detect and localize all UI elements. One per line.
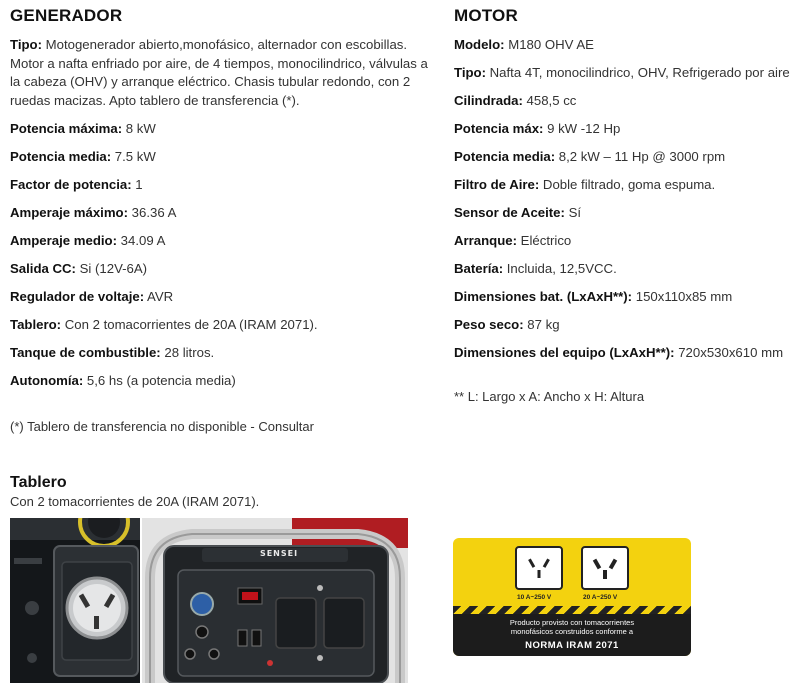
generador-tipo-value: Motogenerador abierto,monofásico, alternador con escobillas. Motor a nafta enfriado por aire, de 4 tiempos, monocilindrico, válvulas a la cabeza (OHV) y arranque eléctrico. Chasis tubular redondo, con 2 ruedas macizas. Apto tablero de transferencia (*).	[10, 37, 428, 108]
spec-value: 8,2 kW – 11 Hp @ 3000 rpm	[555, 149, 726, 164]
spec-label: Arranque:	[454, 233, 518, 248]
control-panel-photo	[142, 518, 408, 683]
spec-factor-potencia	[10, 176, 430, 194]
socket-20a-icon	[581, 546, 629, 590]
spec-peso-seco	[454, 316, 794, 334]
tablero-title: Tablero	[10, 474, 67, 491]
socket-closeup-photo	[10, 518, 140, 683]
spec-modelo	[454, 36, 794, 54]
spec-label: Filtro de Aire:	[454, 177, 540, 192]
spec-label: Potencia máxima:	[10, 121, 123, 136]
spec-label: Potencia media:	[454, 149, 556, 164]
spec-salida-cc	[10, 260, 430, 278]
spec-label: Dimensiones del equipo (LxAxH**):	[454, 345, 675, 360]
socket-closeup-illustration	[10, 518, 140, 683]
spec-value: Doble filtrado, goma espuma.	[539, 177, 716, 192]
spec-value: 5,6 hs (a potencia media)	[83, 373, 236, 388]
spec-dimensiones-bat	[454, 288, 794, 306]
socket-20a-label: 20 A~250 V	[583, 594, 618, 601]
control-panel-illustration	[142, 518, 408, 683]
spec-value: 458,5 cc	[522, 93, 577, 108]
spec-potencia-maxima	[10, 120, 430, 138]
spec-label: Cilindrada:	[454, 93, 523, 108]
spec-label: Amperaje medio:	[10, 233, 117, 248]
motor-note: ** L: Largo x A: Ancho x H: Altura	[454, 389, 645, 404]
spec-tablero	[10, 316, 430, 334]
spec-label: Amperaje máximo:	[10, 205, 128, 220]
spec-value: 9 kW -12 Hp	[543, 121, 621, 136]
spec-label: Potencia media:	[10, 149, 112, 164]
spec-dimensiones-equipo	[454, 344, 794, 362]
generador-note: (*) Tablero de transferencia no disponible - Consultar	[10, 419, 314, 434]
spec-tanque-combustible	[10, 344, 430, 362]
panel-brand-label: SENSEI	[259, 549, 299, 558]
spec-label: Dimensiones bat. (LxAxH**):	[454, 289, 633, 304]
spec-value: 34.09 A	[117, 233, 166, 248]
spec-label: Autonomía:	[10, 373, 84, 388]
spec-amperaje-maximo	[10, 204, 430, 222]
generador-tipo-label: Tipo:	[10, 37, 42, 52]
spec-value: 150x110x85 mm	[632, 289, 733, 304]
spec-label: Salida CC:	[10, 261, 76, 276]
spec-bateria	[454, 260, 794, 278]
spec-label: Tipo:	[454, 65, 486, 80]
generador-title: GENERADOR	[10, 6, 123, 25]
spec-arranque	[454, 232, 794, 250]
spec-value: 1	[131, 177, 143, 192]
spec-label: Regulador de voltaje:	[10, 289, 145, 304]
spec-value: 28 litros.	[160, 345, 215, 360]
spec-value: Con 2 tomacorrientes de 20A (IRAM 2071).	[61, 317, 318, 332]
tablero-subtitle: Con 2 tomacorrientes de 20A (IRAM 2071).	[10, 494, 260, 509]
spec-value: 720x530x610 mm	[674, 345, 784, 360]
spec-value: 87 kg	[523, 317, 560, 332]
spec-value: 36.36 A	[128, 205, 177, 220]
spec-sensor-aceite	[454, 204, 794, 222]
spec-value: Nafta 4T, monocilindrico, OHV, Refrigerado por aire	[485, 65, 790, 80]
spec-label: Tanque de combustible:	[10, 345, 161, 360]
spec-label: Peso seco:	[454, 317, 524, 332]
motor-spec-list	[454, 36, 794, 362]
badge-norma: NORMA IRAM 2071	[525, 640, 619, 651]
spec-label: Sensor de Aceite:	[454, 205, 565, 220]
spec-value: Eléctrico	[517, 233, 572, 248]
spec-value: AVR	[144, 289, 174, 304]
iram-norma-badge	[453, 538, 691, 656]
spec-label: Potencia máx:	[454, 121, 544, 136]
spec-value: 8 kW	[122, 121, 156, 136]
socket-10a-icon	[515, 546, 563, 590]
socket-10a-label: 10 A~250 V	[517, 594, 552, 601]
spec-tipo	[454, 64, 794, 82]
spec-cilindrada	[454, 92, 794, 110]
badge-text-line1: Producto provisto con tomacorrientes	[509, 618, 635, 627]
hazard-stripe	[453, 606, 691, 614]
spec-potencia-media	[10, 148, 430, 166]
motor-section	[454, 6, 794, 416]
spec-label: Tablero:	[10, 317, 62, 332]
spec-value: 7.5 kW	[111, 149, 156, 164]
spec-value: Sí	[564, 205, 582, 220]
badge-dark-band	[453, 614, 691, 656]
spec-potencia-media-motor	[454, 148, 794, 166]
spec-label: Batería:	[454, 261, 504, 276]
motor-title: MOTOR	[454, 6, 518, 25]
spec-label: Modelo:	[454, 37, 505, 52]
spec-potencia-max	[454, 120, 794, 138]
spec-value: M180 OHV AE	[504, 37, 594, 52]
spec-regulador-voltaje	[10, 288, 430, 306]
generador-tipo	[10, 36, 430, 110]
spec-label: Factor de potencia:	[10, 177, 132, 192]
spec-autonomia	[10, 372, 430, 390]
spec-filtro-aire	[454, 176, 794, 194]
badge-text-line2: monofásicos construidos conforme a	[510, 627, 634, 636]
spec-amperaje-medio	[10, 232, 430, 250]
spec-value: Si (12V-6A)	[75, 261, 148, 276]
generador-spec-list	[10, 120, 430, 390]
spec-value: Incluida, 12,5VCC.	[503, 261, 617, 276]
generador-section	[10, 6, 430, 446]
